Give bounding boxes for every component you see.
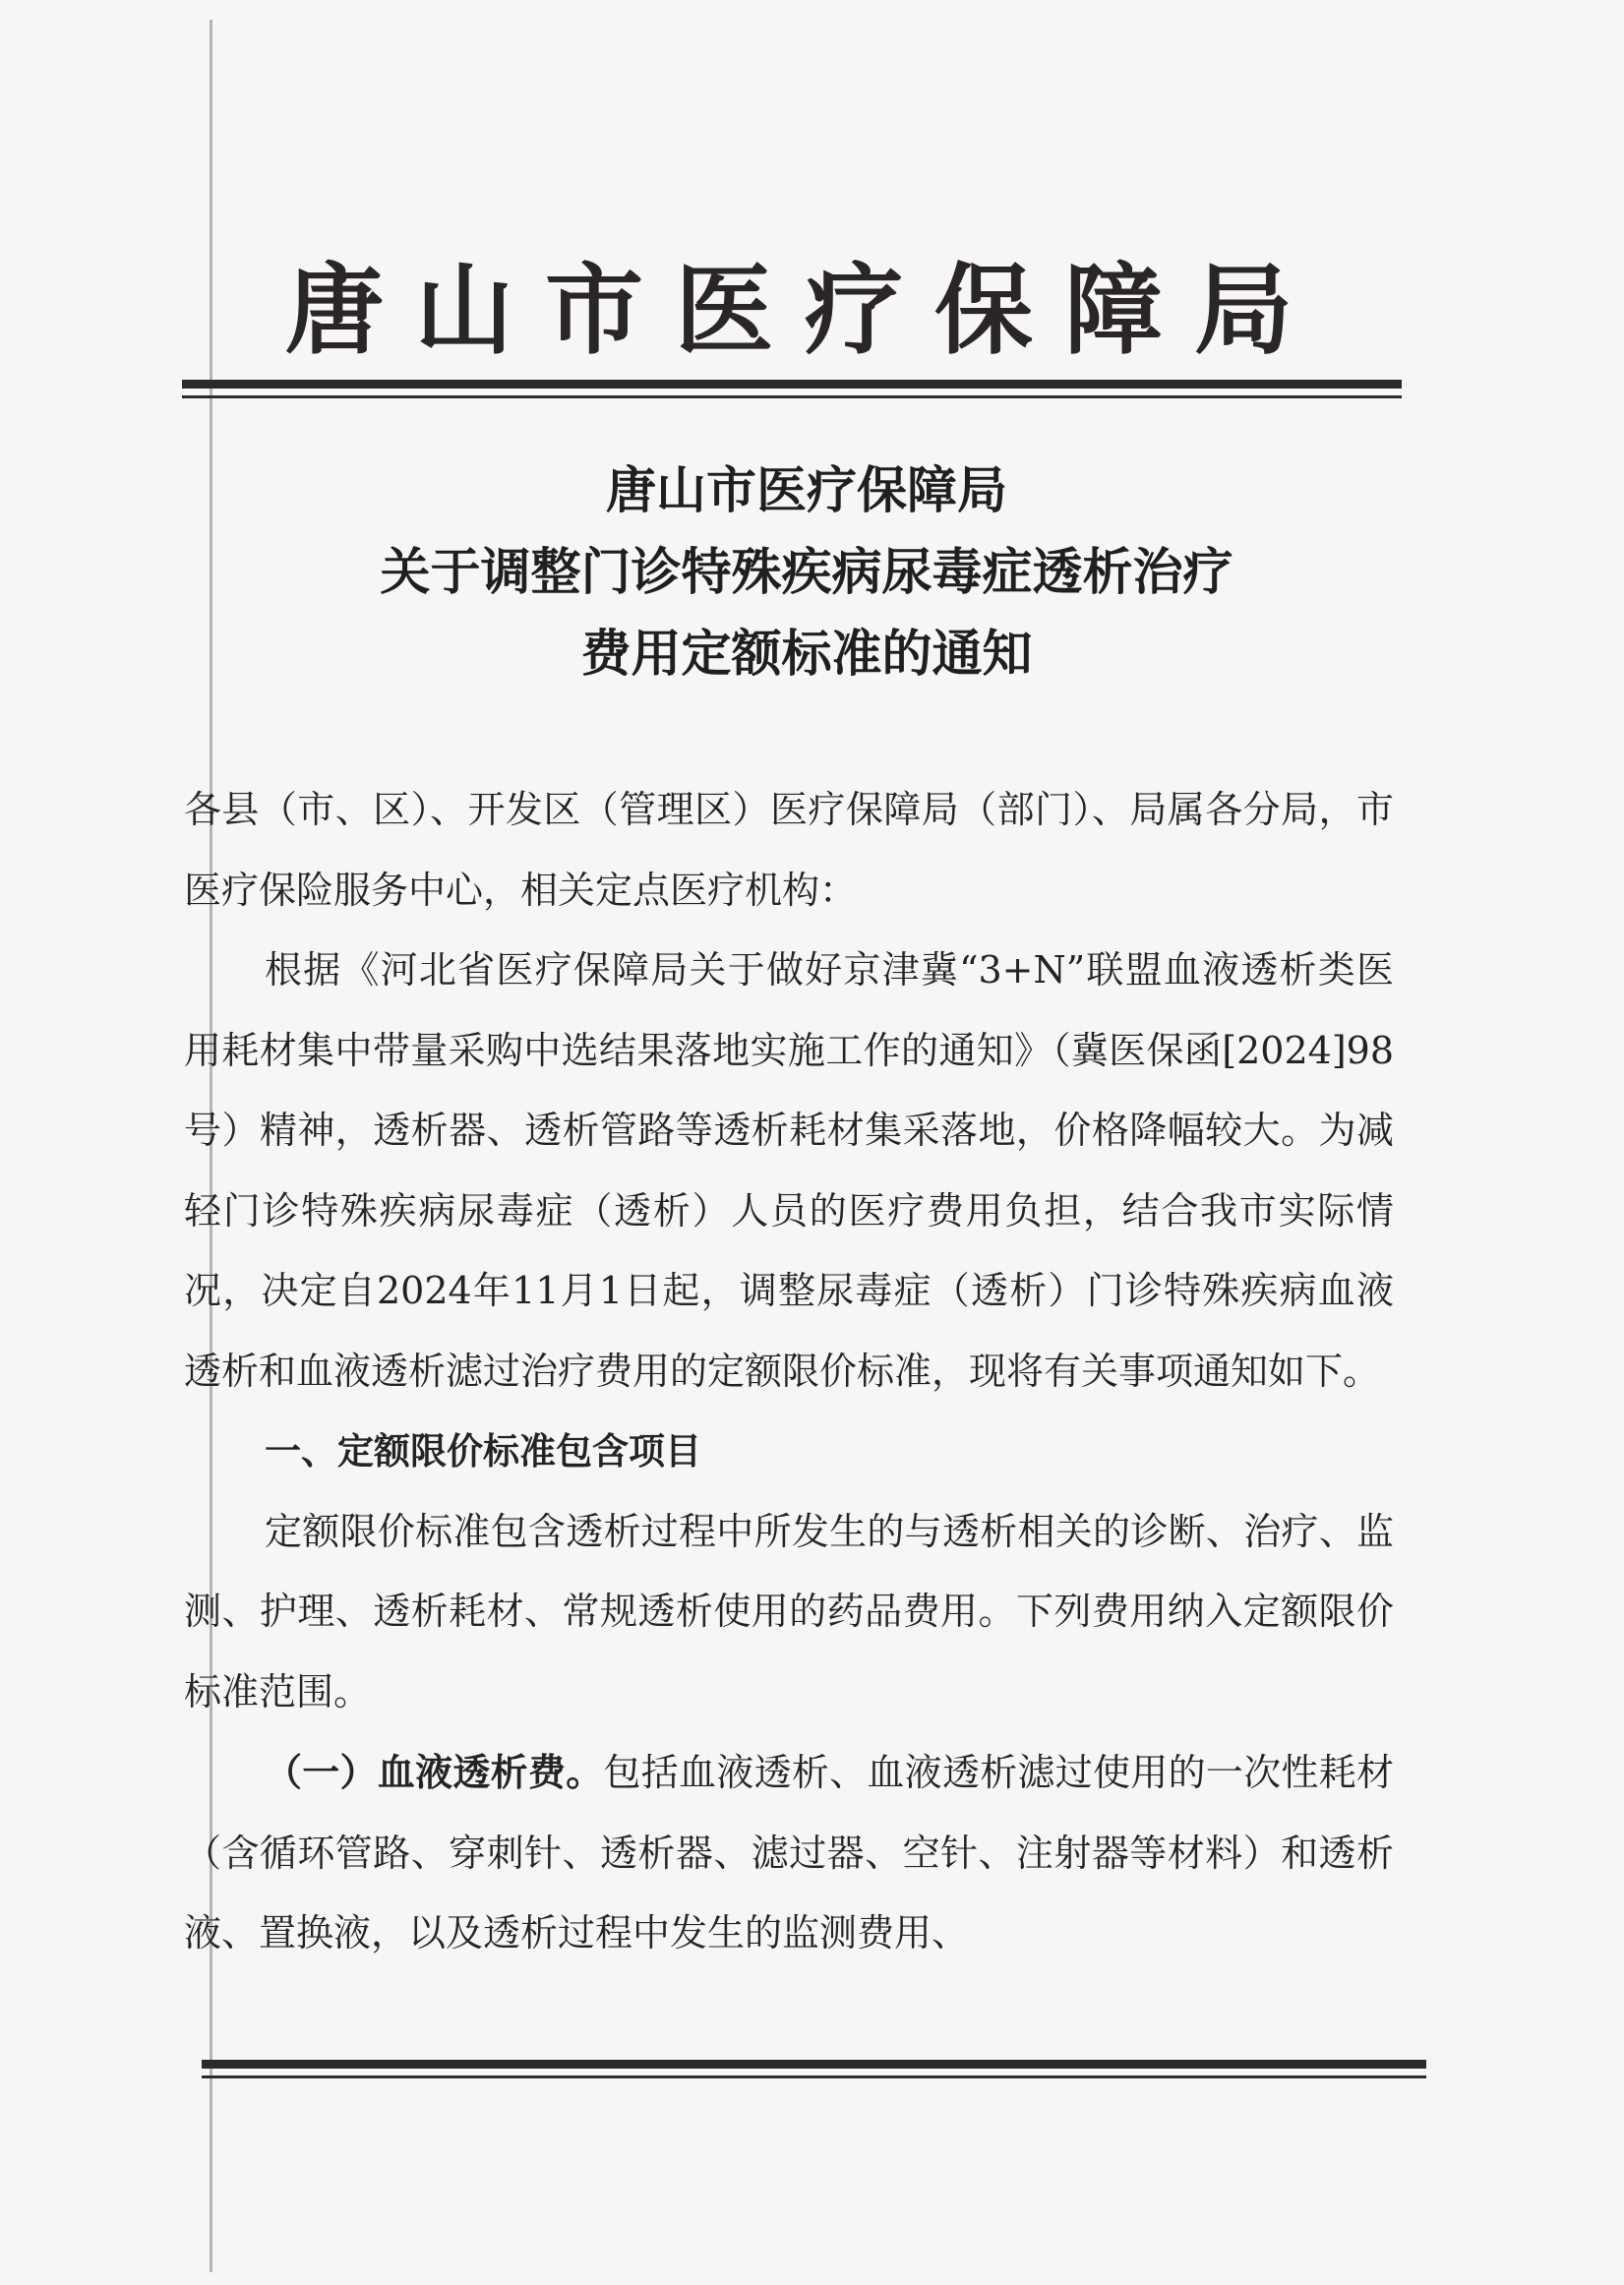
item-1-label: （一）血液透析费。 [265, 1750, 604, 1794]
letterhead-org-name: 唐山市医疗保障局 [285, 252, 1324, 368]
section-1-heading: 一、定额限价标准包含项目 [265, 1430, 701, 1473]
item-1-text: 包括血液透析、血液透析滤过使用的一次性耗材（含循环管路、穿刺针、透析器、滤过器、空针、注射器等材料）和透析液、置换液，以及透析过程中发生的监测费用、 [184, 1751, 1394, 1954]
letterhead-rule-thin [182, 395, 1402, 398]
recipients-paragraph: 各县（市、区）、开发区（管理区）医疗保障局（部门）、局属各分局，市医疗保险服务中心，相关定点医疗机构： [184, 788, 1394, 912]
document-title-line-1: 唐山市医疗保障局 [605, 461, 1007, 520]
item-1-paragraph [184, 1732, 1394, 1974]
footer-rule-thick [202, 2060, 1426, 2069]
footer-rule-thin [202, 2075, 1426, 2078]
document-title-line-3: 费用定额标准的通知 [580, 625, 1033, 684]
intro-paragraph: 根据《河北省医疗保障局关于做好京津冀“3+N”联盟血液透析类医用耗材集中带量采购中选结果落地实施工作的通知》（冀医保函[2024]98号）精神，透析器、透析管路等透析耗材集采落地，价格降幅较大。为减轻门诊特殊疾病尿毒症（透析）人员的医疗费用负担，结合我市实际情况，决定自2024年11月1日起，调整尿毒症（透析）门诊特殊疾病血液透析和血液透析滤过治疗费用的定额限价标准，现将有关事项通知如下。 [184, 948, 1394, 1393]
section-1-paragraph: 定额限价标准包含透析过程中所发生的与透析相关的诊断、治疗、监测、护理、透析耗材、常规透析使用的药品费用。下列费用纳入定额限价标准范围。 [184, 1509, 1394, 1714]
document-body [184, 770, 1394, 1974]
document-title [216, 451, 1397, 695]
letterhead-rule-thick [182, 380, 1402, 389]
document-title-line-2: 关于调整门诊特殊疾病尿毒症透析治疗 [380, 543, 1233, 602]
